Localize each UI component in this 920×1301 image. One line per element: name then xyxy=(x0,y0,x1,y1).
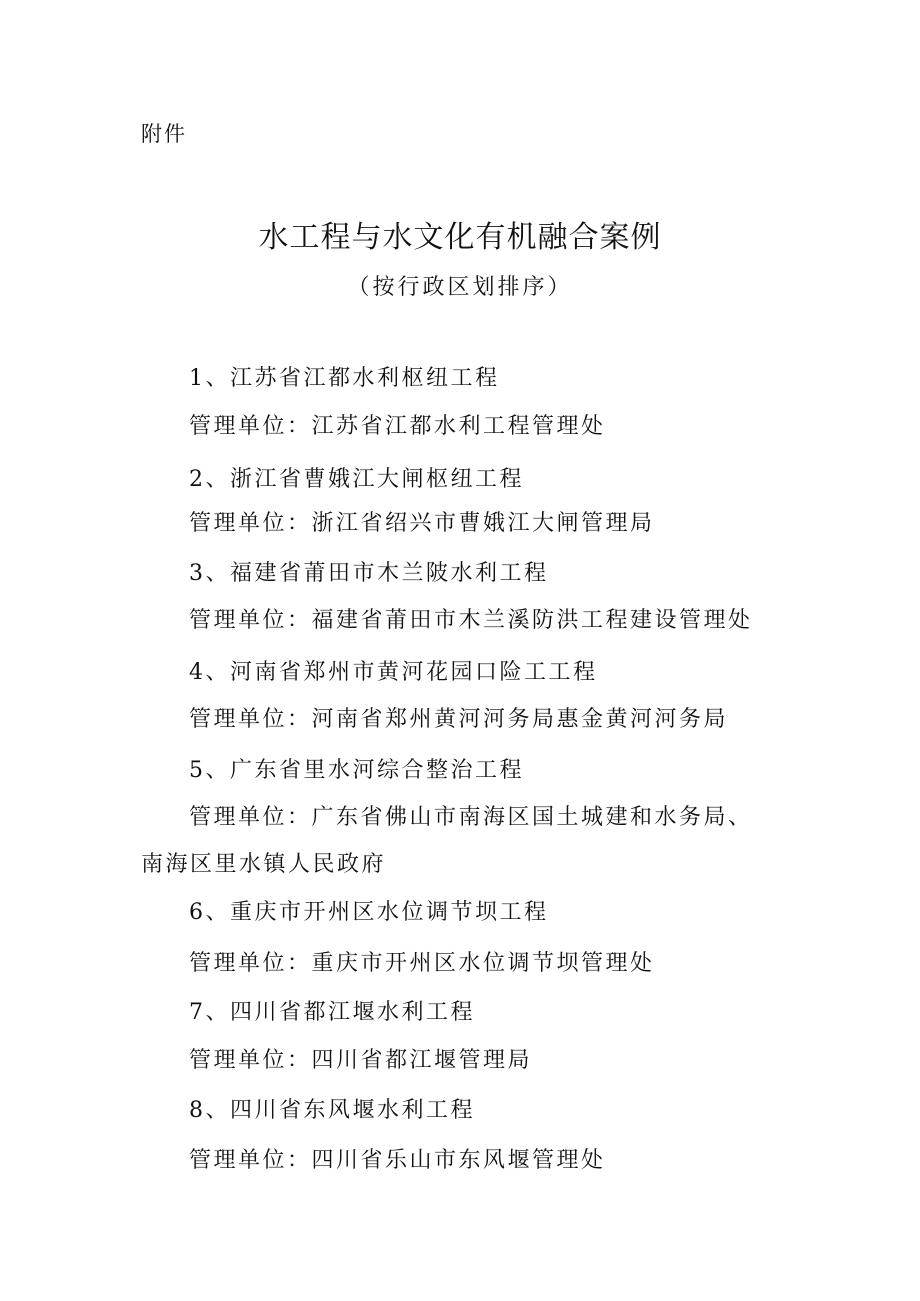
case-1-unit: 管理单位：江苏省江都水利工程管理处 xyxy=(189,414,606,439)
document-title: 水工程与水文化有机融合案例 xyxy=(258,220,662,255)
case-5-unit-continued: 南海区里水镇人民政府 xyxy=(141,852,387,877)
case-7-unit: 管理单位：四川省都江堰管理局 xyxy=(189,1048,533,1073)
case-2-name: 2、浙江省曹娥江大闸枢纽工程 xyxy=(189,467,524,492)
case-1-name: 1、江苏省江都水利枢纽工程 xyxy=(189,366,500,391)
case-6-unit: 管理单位：重庆市开州区水位调节坝管理处 xyxy=(189,951,655,976)
attachment-label: 附件 xyxy=(141,122,187,146)
document-subtitle: （按行政区划排序） xyxy=(347,275,573,300)
case-5-unit: 管理单位：广东省佛山市南海区国土城建和水务局、 xyxy=(189,805,753,830)
case-2-unit: 管理单位：浙江省绍兴市曹娥江大闸管理局 xyxy=(189,511,655,536)
case-4-name: 4、河南省郑州市黄河花园口险工工程 xyxy=(189,660,598,685)
case-5-name: 5、广东省里水河综合整治工程 xyxy=(189,758,524,783)
case-8-name: 8、四川省东风堰水利工程 xyxy=(189,1098,475,1123)
case-6-name: 6、重庆市开州区水位调节坝工程 xyxy=(189,900,549,925)
case-7-name: 7、四川省都江堰水利工程 xyxy=(189,1000,475,1025)
case-3-name: 3、福建省莆田市木兰陂水利工程 xyxy=(189,561,549,586)
case-4-unit: 管理单位：河南省郑州黄河河务局惠金黄河河务局 xyxy=(189,707,729,732)
case-8-unit: 管理单位：四川省乐山市东风堰管理处 xyxy=(189,1148,606,1173)
case-3-unit: 管理单位：福建省莆田市木兰溪防洪工程建设管理处 xyxy=(189,608,753,633)
